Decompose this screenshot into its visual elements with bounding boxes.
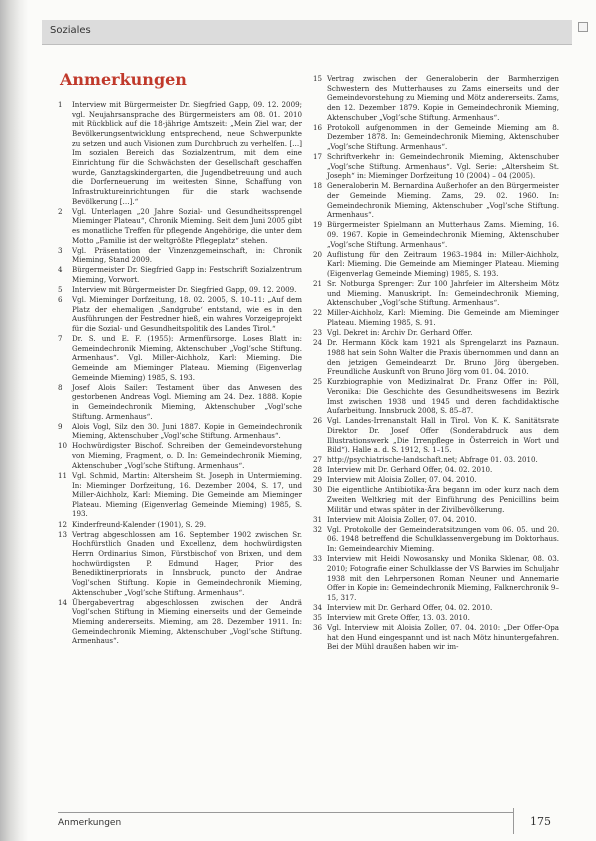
footnote-number: 5 <box>58 285 63 295</box>
footnote-text: Übergabevertrag abgeschlossen zwischen der Andrä Vogl’schen Stiftung in Mieming einerseits und der Gemeinde Mieming andererseits. Mieming, am 28. Dezember 1911. In: Gemeindechronik Mieming, Aktenschuber „Vogl’sche Stiftung. Armenhaus“. <box>72 597 302 646</box>
footnote-number: 30 <box>313 485 323 495</box>
footnote-number: 12 <box>58 519 68 529</box>
footnote-text: Interview mit Bürgermeister Dr. Siegfried Gapp, 09. 12. 2009. <box>72 285 297 295</box>
footnote-text: Interview mit Dr. Gerhard Offer, 04. 02. 2010. <box>327 465 493 475</box>
footnote-item <box>58 295 302 334</box>
footnote-text: Auflistung für den Zeitraum 1963–1984 in: Miller-Aichholz, Karl: Mieming. Die Gemeinde am Mieminger Plateau. Mieming (Eigenverlag Gemeinde Mieming) 1985, S. 193. <box>327 249 559 279</box>
footnote-item <box>313 181 559 220</box>
footnote-number: 19 <box>313 220 323 230</box>
footnote-text: Miller-Aichholz, Karl: Mieming. Die Gemeinde am Mieminger Plateau. Mieming 1985, S. 91. <box>327 308 559 328</box>
footnote-text: Vertrag abgeschlossen am 16. September 1902 zwischen Sr. Hochfürstlich Gnaden und Excellenz, dem hochwürdigsten Herrn Ordinarius Simon, Fürstbischof von Brixen, und dem hochwürdigsten P. Edmund Hager, Prior des Benediktinerpriorats in Innsbruck, puncto der Andrae Vogl’schen Stiftung. Kopie in Gemeindechronik Mieming, Aktenschuber „Vogl’sche Stiftung. Armenhaus“. <box>72 529 302 597</box>
footnote-text: Dr. Hermann Köck kam 1921 als Sprengelarzt ins Paznaun. 1988 hat sein Sohn Walter die Praxis übernommen und dann an den jetzigen Gemeindearzt Dr. Bruno Jörg übergeben. Freundliche Auskunft von Bruno Jörg vom 01. 04. 2010. <box>327 338 559 377</box>
footnote-text: Bürgermeister Spielmann an Mutterhaus Zams. Mieming, 16. 09. 1967. Kopie in Gemeindechronik Mieming, Aktenschuber „Vogl’sche Stiftung. Armenhaus“. <box>327 220 559 249</box>
page-number: 175 <box>530 815 551 828</box>
footnote-number: 1 <box>58 100 63 109</box>
footnote-item <box>313 623 559 652</box>
footnote-text: Vgl. Schmid, Martin: Altersheim St. Joseph in Untermieming. In: Mieminger Dorfzeitung, 16. Dezember 2004, S. 17, und Miller-Aichholz, Karl: Mieming. Die Gemeinde am Mieminger Plateau. Mieming (Eigenverlag Gemeinde Mieming) 1985, S. 193. <box>72 470 302 519</box>
footnote-number: 16 <box>313 122 323 132</box>
footnote-number: 29 <box>313 475 323 485</box>
footnote-text: Interview mit Aloisia Zoller, 07. 04. 2010. <box>327 514 477 524</box>
footnote-number: 22 <box>313 308 323 318</box>
footnote-number: 6 <box>58 295 63 305</box>
footnote-text: Kinderfreund-Kalender (1901), S. 29. <box>72 519 207 529</box>
footnote-text: http://psychiatrische-landschaft.net; Abfrage 01. 03. 2010. <box>327 455 538 465</box>
footnote-item <box>313 613 559 623</box>
footnote-number: 27 <box>313 455 323 465</box>
footnote-item <box>313 308 559 327</box>
footnote-number: 21 <box>313 279 323 289</box>
footer-rule <box>58 812 513 813</box>
footnote-item <box>58 334 302 382</box>
footnote-item <box>313 515 559 525</box>
footnote-number: 28 <box>313 465 323 475</box>
footnote-text: Vgl. Interview mit Aloisia Zoller, 07. 04. 2010: „Der Offer-Opa hat den Hund eingespannt und ist nach Mötz hinuntergefahren. Bei der Mühl draußen haben wir im- <box>327 622 559 652</box>
footnote-number: 15 <box>313 74 323 83</box>
footnote-item <box>313 455 559 465</box>
footnote-number: 14 <box>58 597 68 607</box>
running-header <box>42 20 572 45</box>
footnote-number: 36 <box>313 622 323 632</box>
footer-divider <box>513 808 514 834</box>
footnote-number: 20 <box>313 249 323 259</box>
footnote-item <box>58 285 302 295</box>
footnote-item <box>58 100 302 206</box>
footnote-number: 18 <box>313 181 323 191</box>
footnote-text: Vertrag zwischen der Generaloberin der Barmherzigen Schwestern des Mutterhauses zu Zams einerseits und der Gemeindevorstehung zu Mieming und Mötz andererseits. Zams, den 12. Dezember 1879. Kopie in Gemeindechronik Mieming, Aktenschuber „Vogl’sche Stiftung. Armenhaus“. <box>327 74 559 122</box>
footnote-item <box>313 416 559 455</box>
footnote-item <box>313 475 559 485</box>
footnote-text: Interview mit Bürgermeister Dr. Siegfried Gapp, 09. 12. 2009; vgl. Neujahrsansprache des Bürgermeisters am 08. 01. 2010 mit Rückblick auf die 18-jährige Amtszeit: „Mein Ziel war, der Bevölkerungsentwicklung entsprechend, neue Schwerpunkte zu setzen und auch Visionen zum Durchbruch zu verhelfen. […] Im sozialen Bereich das Sozialzentrum, mit dem eine Einrichtung für die Schwächsten der Gesellschaft geschaffen wurde, Ganztagskindergarten, die Jugendbetreuung und auch die Dorferneuerung im weitesten Sinne, Schaffung von Infrastruktureinrichtungen für die stark wachsende Bevölkerung […].“ <box>72 100 302 206</box>
footnote-text: Alois Vogl, Silz den 30. Juni 1887. Kopie in Gemeindechronik Mieming, Aktenschuber „Vogl’sche Stiftung. Armenhaus“. <box>72 421 302 441</box>
footnote-number: 10 <box>58 441 68 451</box>
footnote-number: 9 <box>58 421 63 431</box>
footnote-number: 11 <box>58 470 68 480</box>
footnote-number: 26 <box>313 416 323 426</box>
footnote-text: Sr. Notburga Sprenger: Zur 100 Jahrfeier im Altersheim Mötz und Mieming. Manuskript. In: Gemeindechronik Mieming, Aktenschuber „Vogl’sche Stiftung. Armenhaus“. <box>327 279 559 308</box>
notes-column-right <box>313 74 559 652</box>
footnote-item <box>58 598 302 646</box>
footnote-item <box>58 441 302 470</box>
footnote-number: 23 <box>313 328 323 338</box>
notes-column-left <box>58 100 302 646</box>
footnote-number: 34 <box>313 602 323 612</box>
footnote-text: Vgl. Mieminger Dorfzeitung, 18. 02. 2005, S. 10–11: „Auf dem Platz der ehemaligen ‚Sandgrube‘ entstand, wie es in den Ausführungen der Festredner hieß, ein wahres Vorzeigeprojekt für die Sozial- und Gesundheitspolitik des Landes Tirol.“ <box>72 295 302 334</box>
footnote-item <box>313 377 559 416</box>
footnote-item <box>313 279 559 308</box>
footnote-item <box>313 338 559 377</box>
footnote-text: Vgl. Unterlagen „20 Jahre Sozial- und Gesundheitssprengel Mieminger Plateau“, Chronik Mieming. Seit dem Juni 2005 gibt es monatliche Treffen für pflegende Angehörige, die unter dem Motto „Familie ist der weltgrößte Pflegeplatz“ stehen. <box>72 206 302 245</box>
footnote-number: 32 <box>313 524 323 534</box>
footnote-item <box>58 422 302 441</box>
footnote-text: Schriftverkehr in: Gemeindechronik Mieming, Aktenschuber „Vogl’sche Stiftung. Armenhaus“. Vgl. Serie: „Altersheim St. Joseph“ in: Mieminger Dorfzeitung 10 (2004) – 04 (2005). <box>327 152 559 181</box>
footnote-text: Protokoll aufgenommen in der Gemeinde Mieming am 8. Dezember 1878. In: Gemeindechronik Mieming, Aktenschuber „Vogl’sche Stiftung. Armenhaus“. <box>327 122 559 151</box>
footnote-number: 33 <box>313 554 323 564</box>
footnote-text: Vgl. Dekret in: Archiv Dr. Gerhard Offer. <box>327 328 473 338</box>
footnote-text: Interview mit Heidi Nowosansky und Monika Sklenar, 08. 03. 2010; Fotografie einer Schulklasse der VS Barwies im Schuljahr 1938 mit den Lehrpersonen Roman Neuner und Annemarie Offer in Kopie in: Gemeindechronik Mieming, Falknerchronik 9–15, 317. <box>327 554 559 602</box>
footnote-number: 25 <box>313 377 323 387</box>
footnote-number: 8 <box>58 382 63 392</box>
footnote-number: 31 <box>313 514 323 524</box>
footnote-item <box>313 220 559 249</box>
footnote-text: Interview mit Dr. Gerhard Offer, 04. 02. 2010. <box>327 602 493 612</box>
footnote-item <box>313 485 559 514</box>
footnote-text: Die eigentliche Antibiotika-Ära begann im oder kurz nach dem Zweiten Weltkrieg mit der Einführung des Penicillins beim Militär und etwas später in der Zivilbevölkerung. <box>327 485 559 514</box>
footnote-text: Vgl. Landes-Irrenanstalt Hall in Tirol. Von K. K. Sanitätsrate Direktor Dr. Josef Offer (Sonderabdruck aus dem Illustrationswerk „Die Irrenpflege in Österreich in Wort und Bild“). Halle a. d. S. 1912, S. 1–15. <box>327 416 559 455</box>
footnote-number: 24 <box>313 338 323 348</box>
footnote-text: Vgl. Protokolle der Gemeinderatsitzungen vom 06. 05. und 20. 06. 1948 betreffend die Schulklassenvergebung im Doktorhaus. In: Gemeindearchiv Mieming. <box>327 524 559 554</box>
footnote-item <box>58 471 302 519</box>
footnote-item <box>313 152 559 181</box>
footnote-text: Josef Alois Sailer: Testament über das Anwesen des gestorbenen Andreas Vogl. Mieming am 24. Dez. 1888. Kopie in Gemeindechronik Mieming, Aktenschuber „Vogl’sche Stiftung. Armenhaus“. <box>72 382 302 421</box>
running-header-section: Soziales <box>50 25 91 36</box>
footnote-text: Generaloberin M. Bernardina Außerhofer an den Bürgermeister der Gemeinde Mieming. Zams, 29. 02. 1960. In: Gemeindechronik Mieming, Aktenschuber „Vogl’sche Stiftung. Armenhaus“. <box>327 181 559 220</box>
running-footer-section: Anmerkungen <box>58 818 122 828</box>
section-title: Anmerkungen <box>60 70 187 89</box>
footnote-item <box>58 383 302 422</box>
footnote-item <box>58 530 302 598</box>
corner-mark <box>578 22 588 32</box>
footnote-number: 35 <box>313 612 323 622</box>
footnote-item <box>313 465 559 475</box>
footnote-number: 4 <box>58 265 63 275</box>
footnote-number: 2 <box>58 206 63 216</box>
footnote-item <box>313 74 559 122</box>
footnote-text: Dr. S. und E. F. (1955): Armenfürsorge. Loses Blatt in: Gemeindechronik Mieming, Aktenschuber „Vogl’sche Stiftung. Armenhaus“. Vgl. Miller-Aichholz, Karl: Mieming. Die Gemeinde am Mieminger Plateau. Mieming (Eigenverlag Gemeinde Mieming) 1985, S. 193. <box>72 334 302 382</box>
footnote-item <box>313 328 559 338</box>
footnote-item <box>58 207 302 246</box>
footnote-text: Interview mit Aloisia Zoller, 07. 04. 2010. <box>327 475 477 485</box>
footnote-item <box>58 246 302 265</box>
footnote-number: 3 <box>58 245 63 255</box>
footnote-text: Vgl. Präsentation der Vinzenzgemeinschaft, in: Chronik Mieming, Stand 2009. <box>72 245 302 265</box>
book-gutter-shadow <box>0 0 28 841</box>
footnote-item <box>313 250 559 279</box>
footnote-item <box>58 265 302 284</box>
footnote-item <box>313 554 559 602</box>
footnote-item <box>313 603 559 613</box>
footnote-number: 7 <box>58 334 63 344</box>
footnote-text: Kurzbiographie von Medizinalrat Dr. Franz Offer in: Pöll, Veronika: Die Geschichte des Gesundheitswesens im Bezirk Imst zwischen 1938 und 1945 und deren fachdidaktische Aufarbeitung. Innsbruck 2008, S. 85–87. <box>327 377 559 416</box>
footnote-number: 17 <box>313 152 323 162</box>
footnote-text: Hochwürdigster Bischof. Schreiben der Gemeindevorstehung von Mieming, Fragment, o. D. In: Gemeindechronik Mieming, Aktenschuber „Vogl’sche Stiftung. Armenhaus“. <box>72 441 302 470</box>
footnote-item <box>313 123 559 152</box>
footnote-number: 13 <box>58 529 68 539</box>
footnote-text: Interview mit Grete Offer, 13. 03. 2010. <box>327 612 470 622</box>
footnote-item <box>58 520 302 530</box>
footnote-item <box>313 525 559 554</box>
footnote-text: Bürgermeister Dr. Siegfried Gapp in: Festschrift Sozialzentrum Mieming, Vorwort. <box>72 265 302 284</box>
